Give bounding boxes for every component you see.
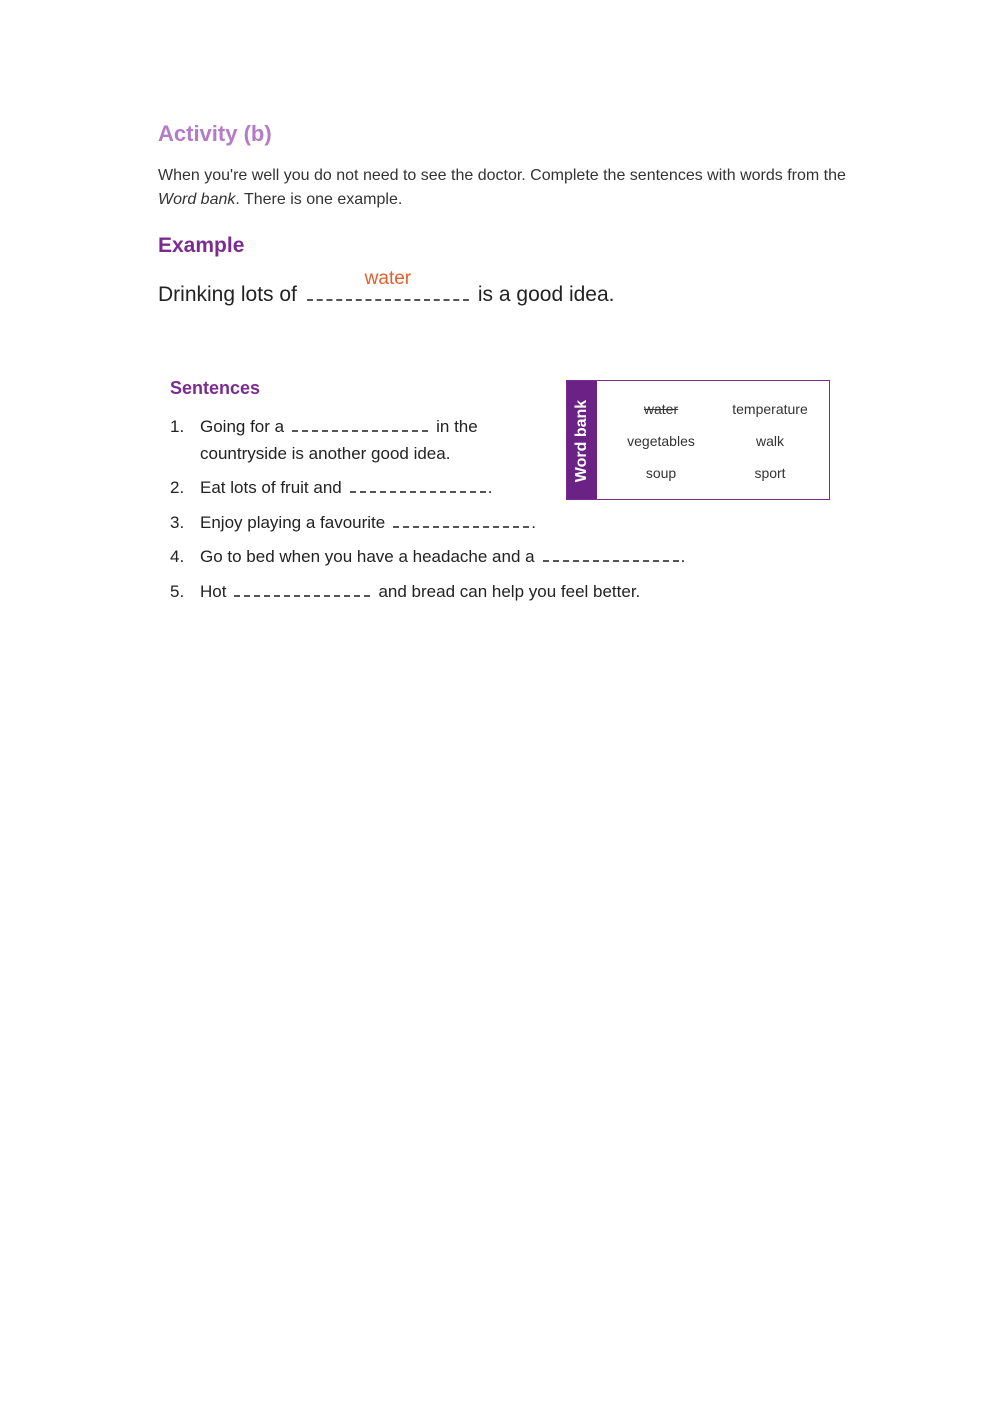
sentence-1-continuation: countryside is another good idea. — [200, 444, 451, 463]
sentence-after: . — [680, 547, 686, 566]
sentence-after: in the — [436, 417, 478, 436]
instructions-word-bank-ref: Word bank — [158, 191, 236, 208]
example-after: is a good idea. — [477, 283, 615, 306]
sentence-number: 3. — [170, 513, 185, 532]
example-blank — [307, 268, 469, 301]
sentence-after: . — [531, 513, 536, 532]
sentence-blank[interactable] — [350, 477, 486, 493]
word-bank-word: sport — [754, 465, 786, 481]
instructions — [158, 164, 848, 212]
sentence-number: 4. — [170, 547, 185, 566]
example-before: Drinking lots of — [158, 283, 297, 306]
sentence-before: Enjoy playing a favourite — [200, 513, 386, 532]
word-bank-word: water — [643, 401, 679, 417]
instructions-text-1: When you're well you do not need to see the doctor. Complete the sentences with words from the — [158, 167, 846, 184]
word-bank-label-strip — [567, 381, 597, 499]
sentence-number: 2. — [170, 478, 185, 497]
sentences-heading: Sentences — [170, 378, 261, 398]
sentence-before: Eat lots of fruit and — [200, 478, 342, 497]
sentence-before: Hot — [200, 582, 227, 601]
word-bank-grid — [607, 399, 825, 483]
word-bank-word: walk — [755, 433, 784, 449]
sentence-4 — [170, 546, 685, 567]
sentence-blank[interactable] — [543, 546, 679, 562]
sentence-5 — [170, 581, 640, 602]
word-bank-label: Word bank — [573, 399, 590, 483]
word-bank-word: temperature — [732, 401, 808, 417]
sentence-blank[interactable] — [393, 512, 529, 528]
example-answer: water — [364, 268, 412, 289]
sentence-3 — [170, 512, 536, 533]
example-heading: Example — [158, 234, 245, 257]
sentence-before: Going for a — [200, 417, 285, 436]
instructions-text-2: . There is one example. — [235, 191, 403, 208]
sentence-after: . — [487, 478, 493, 497]
sentence-number: 5. — [170, 582, 185, 601]
sentence-blank[interactable] — [292, 416, 428, 432]
word-bank-word: soup — [645, 465, 677, 481]
sentence-after: and bread can help you feel better. — [378, 582, 641, 601]
activity-title: Activity (b) — [158, 121, 272, 146]
word-bank-word: vegetables — [627, 433, 695, 449]
sentence-1 — [170, 416, 478, 437]
word-bank-box — [566, 380, 830, 500]
sentence-blank[interactable] — [234, 581, 370, 597]
sentence-number: 1. — [170, 417, 185, 436]
sentence-before: Go to bed when you have a headache and a — [200, 547, 535, 566]
sentence-2 — [170, 477, 492, 498]
example-sentence — [158, 268, 615, 307]
